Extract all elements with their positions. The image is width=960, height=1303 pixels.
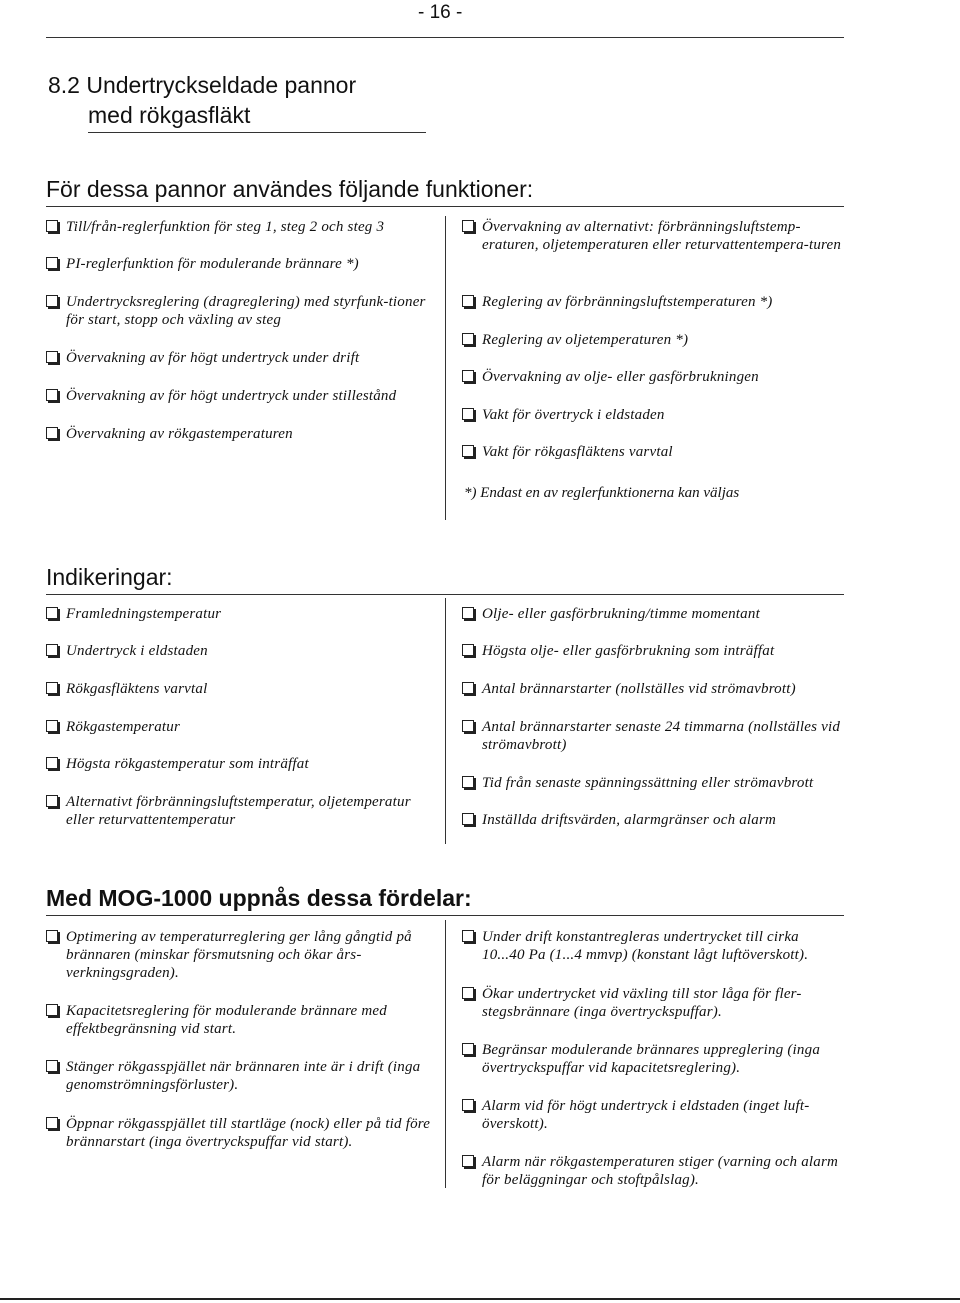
checkbox-icon: [462, 682, 474, 694]
list-item: PI-reglerfunktion för modulerande brännare *): [46, 255, 431, 273]
checkbox-icon: [46, 607, 58, 619]
checkbox-icon: [462, 408, 474, 420]
checkbox-icon: [46, 1060, 58, 1072]
checkbox-icon: [462, 1043, 474, 1055]
checkbox-icon: [462, 220, 474, 232]
list-item: Alarm när rökgastemperaturen stiger (varning och alarm för beläggningar och stoftpålslag).: [462, 1153, 844, 1189]
functions-note: *) Endast en av reglerfunktionerna kan väljas: [464, 485, 740, 501]
list-item: Optimering av temperaturreglering ger lång gångtid på brännaren (minskar försmutsning och ökar års-verkningsgraden).: [46, 928, 431, 982]
checkbox-icon: [46, 389, 58, 401]
functions-rule: [46, 206, 844, 207]
list-item: Reglering av förbränningsluftstemperaturen *): [462, 293, 844, 311]
checkbox-icon: [46, 682, 58, 694]
checkbox-icon: [46, 644, 58, 656]
list-item: Undertryck i eldstaden: [46, 642, 431, 660]
checkbox-icon: [462, 776, 474, 788]
checkbox-icon: [46, 1004, 58, 1016]
checkbox-icon: [46, 351, 58, 363]
functions-divider: [445, 216, 446, 520]
list-item: Högsta rökgastemperatur som inträffat: [46, 755, 431, 773]
list-item: Rökgastemperatur: [46, 718, 431, 736]
checkbox-icon: [46, 1117, 58, 1129]
list-item: Övervakning av alternativt: förbränningsluftstemp-eraturen, oljetemperaturen eller returvattentempera-turen: [462, 218, 844, 254]
list-item: Öppnar rökgasspjället till startläge (nock) eller på tid före brännarstart (inga övertryckspuffar vid start).: [46, 1115, 431, 1151]
checkbox-icon: [462, 1155, 474, 1167]
checkbox-icon: [462, 644, 474, 656]
checkbox-icon: [462, 445, 474, 457]
list-item: Kapacitetsreglering för modulerande brännare med effektbegränsning vid start.: [46, 1002, 431, 1038]
list-item: Övervakning av rökgastemperaturen: [46, 425, 431, 443]
list-item: Övervakning av olje- eller gasförbrukningen: [462, 368, 844, 386]
checkbox-icon: [46, 757, 58, 769]
list-item: Ökar undertrycket vid växling till stor låga för fler-stegsbrännare (inga övertryckspuffar).: [462, 985, 844, 1021]
indications-divider: [445, 598, 446, 844]
list-item: Begränsar modulerande brännares uppreglering (inga övertryckspuffar vid kapacitetsreglering).: [462, 1041, 844, 1077]
list-item: Vakt för rökgasfläktens varvtal: [462, 443, 844, 461]
functions-heading: För dessa pannor användes följande funktioner:: [46, 176, 534, 202]
list-item: Till/från-reglerfunktion för steg 1, steg 2 och steg 3: [46, 218, 431, 236]
indications-rule: [46, 594, 844, 595]
checkbox-icon: [462, 370, 474, 382]
list-item: Övervakning av för högt undertryck under drift: [46, 349, 431, 367]
checkbox-icon: [462, 607, 474, 619]
checkbox-icon: [462, 987, 474, 999]
checkbox-icon: [46, 795, 58, 807]
section-title-line1: 8.2 Undertryckseldade pannor: [48, 72, 357, 98]
checkbox-icon: [462, 720, 474, 732]
indications-heading: Indikeringar:: [46, 564, 173, 590]
page-number: - 16 -: [418, 2, 463, 23]
list-item: Olje- eller gasförbrukning/timme momentant: [462, 605, 844, 623]
checkbox-icon: [462, 813, 474, 825]
list-item: Undertrycksreglering (dragreglering) med styrfunk-tioner för start, stopp och växling av steg: [46, 293, 431, 329]
list-item: Inställda driftsvärden, alarmgränser och alarm: [462, 811, 844, 829]
list-item: Alternativt förbränningsluftstemperatur, oljetemperatur eller returvattentemperatur: [46, 793, 431, 829]
list-item: Övervakning av för högt undertryck under stillestånd: [46, 387, 431, 405]
checkbox-icon: [462, 295, 474, 307]
bottom-rule: [0, 1298, 960, 1300]
checkbox-icon: [462, 930, 474, 942]
checkbox-icon: [462, 333, 474, 345]
list-item: Högsta olje- eller gasförbrukning som inträffat: [462, 642, 844, 660]
list-item: Alarm vid för högt undertryck i eldstaden (inget luft-överskott).: [462, 1097, 844, 1133]
title-underline: [88, 132, 426, 133]
list-item: Tid från senaste spänningssättning eller strömavbrott: [462, 774, 844, 792]
advantages-heading: Med MOG-1000 uppnås dessa fördelar:: [46, 885, 472, 911]
list-item: Framledningstemperatur: [46, 605, 431, 623]
checkbox-icon: [46, 427, 58, 439]
top-rule: [46, 37, 844, 38]
list-item: Rökgasfläktens varvtal: [46, 680, 431, 698]
list-item: Under drift konstantregleras undertrycket till cirka 10...40 Pa (1...4 mmvp) (konstant lågt luftöverskott).: [462, 928, 844, 964]
section-title-line2: med rökgasfläkt: [88, 102, 251, 128]
list-item: Stänger rökgasspjället när brännaren inte är i drift (inga genomströmningsförluster).: [46, 1058, 431, 1094]
section-title: [48, 70, 357, 130]
checkbox-icon: [46, 720, 58, 732]
checkbox-icon: [462, 1099, 474, 1111]
list-item: Reglering av oljetemperaturen *): [462, 331, 844, 349]
advantages-rule: [46, 915, 844, 916]
checkbox-icon: [46, 220, 58, 232]
list-item: Vakt för övertryck i eldstaden: [462, 406, 844, 424]
list-item: Antal brännarstarter (nollställes vid strömavbrott): [462, 680, 844, 698]
checkbox-icon: [46, 930, 58, 942]
list-item: Antal brännarstarter senaste 24 timmarna (nollställes vid strömavbrott): [462, 718, 844, 754]
checkbox-icon: [46, 295, 58, 307]
checkbox-icon: [46, 257, 58, 269]
advantages-divider: [445, 920, 446, 1188]
